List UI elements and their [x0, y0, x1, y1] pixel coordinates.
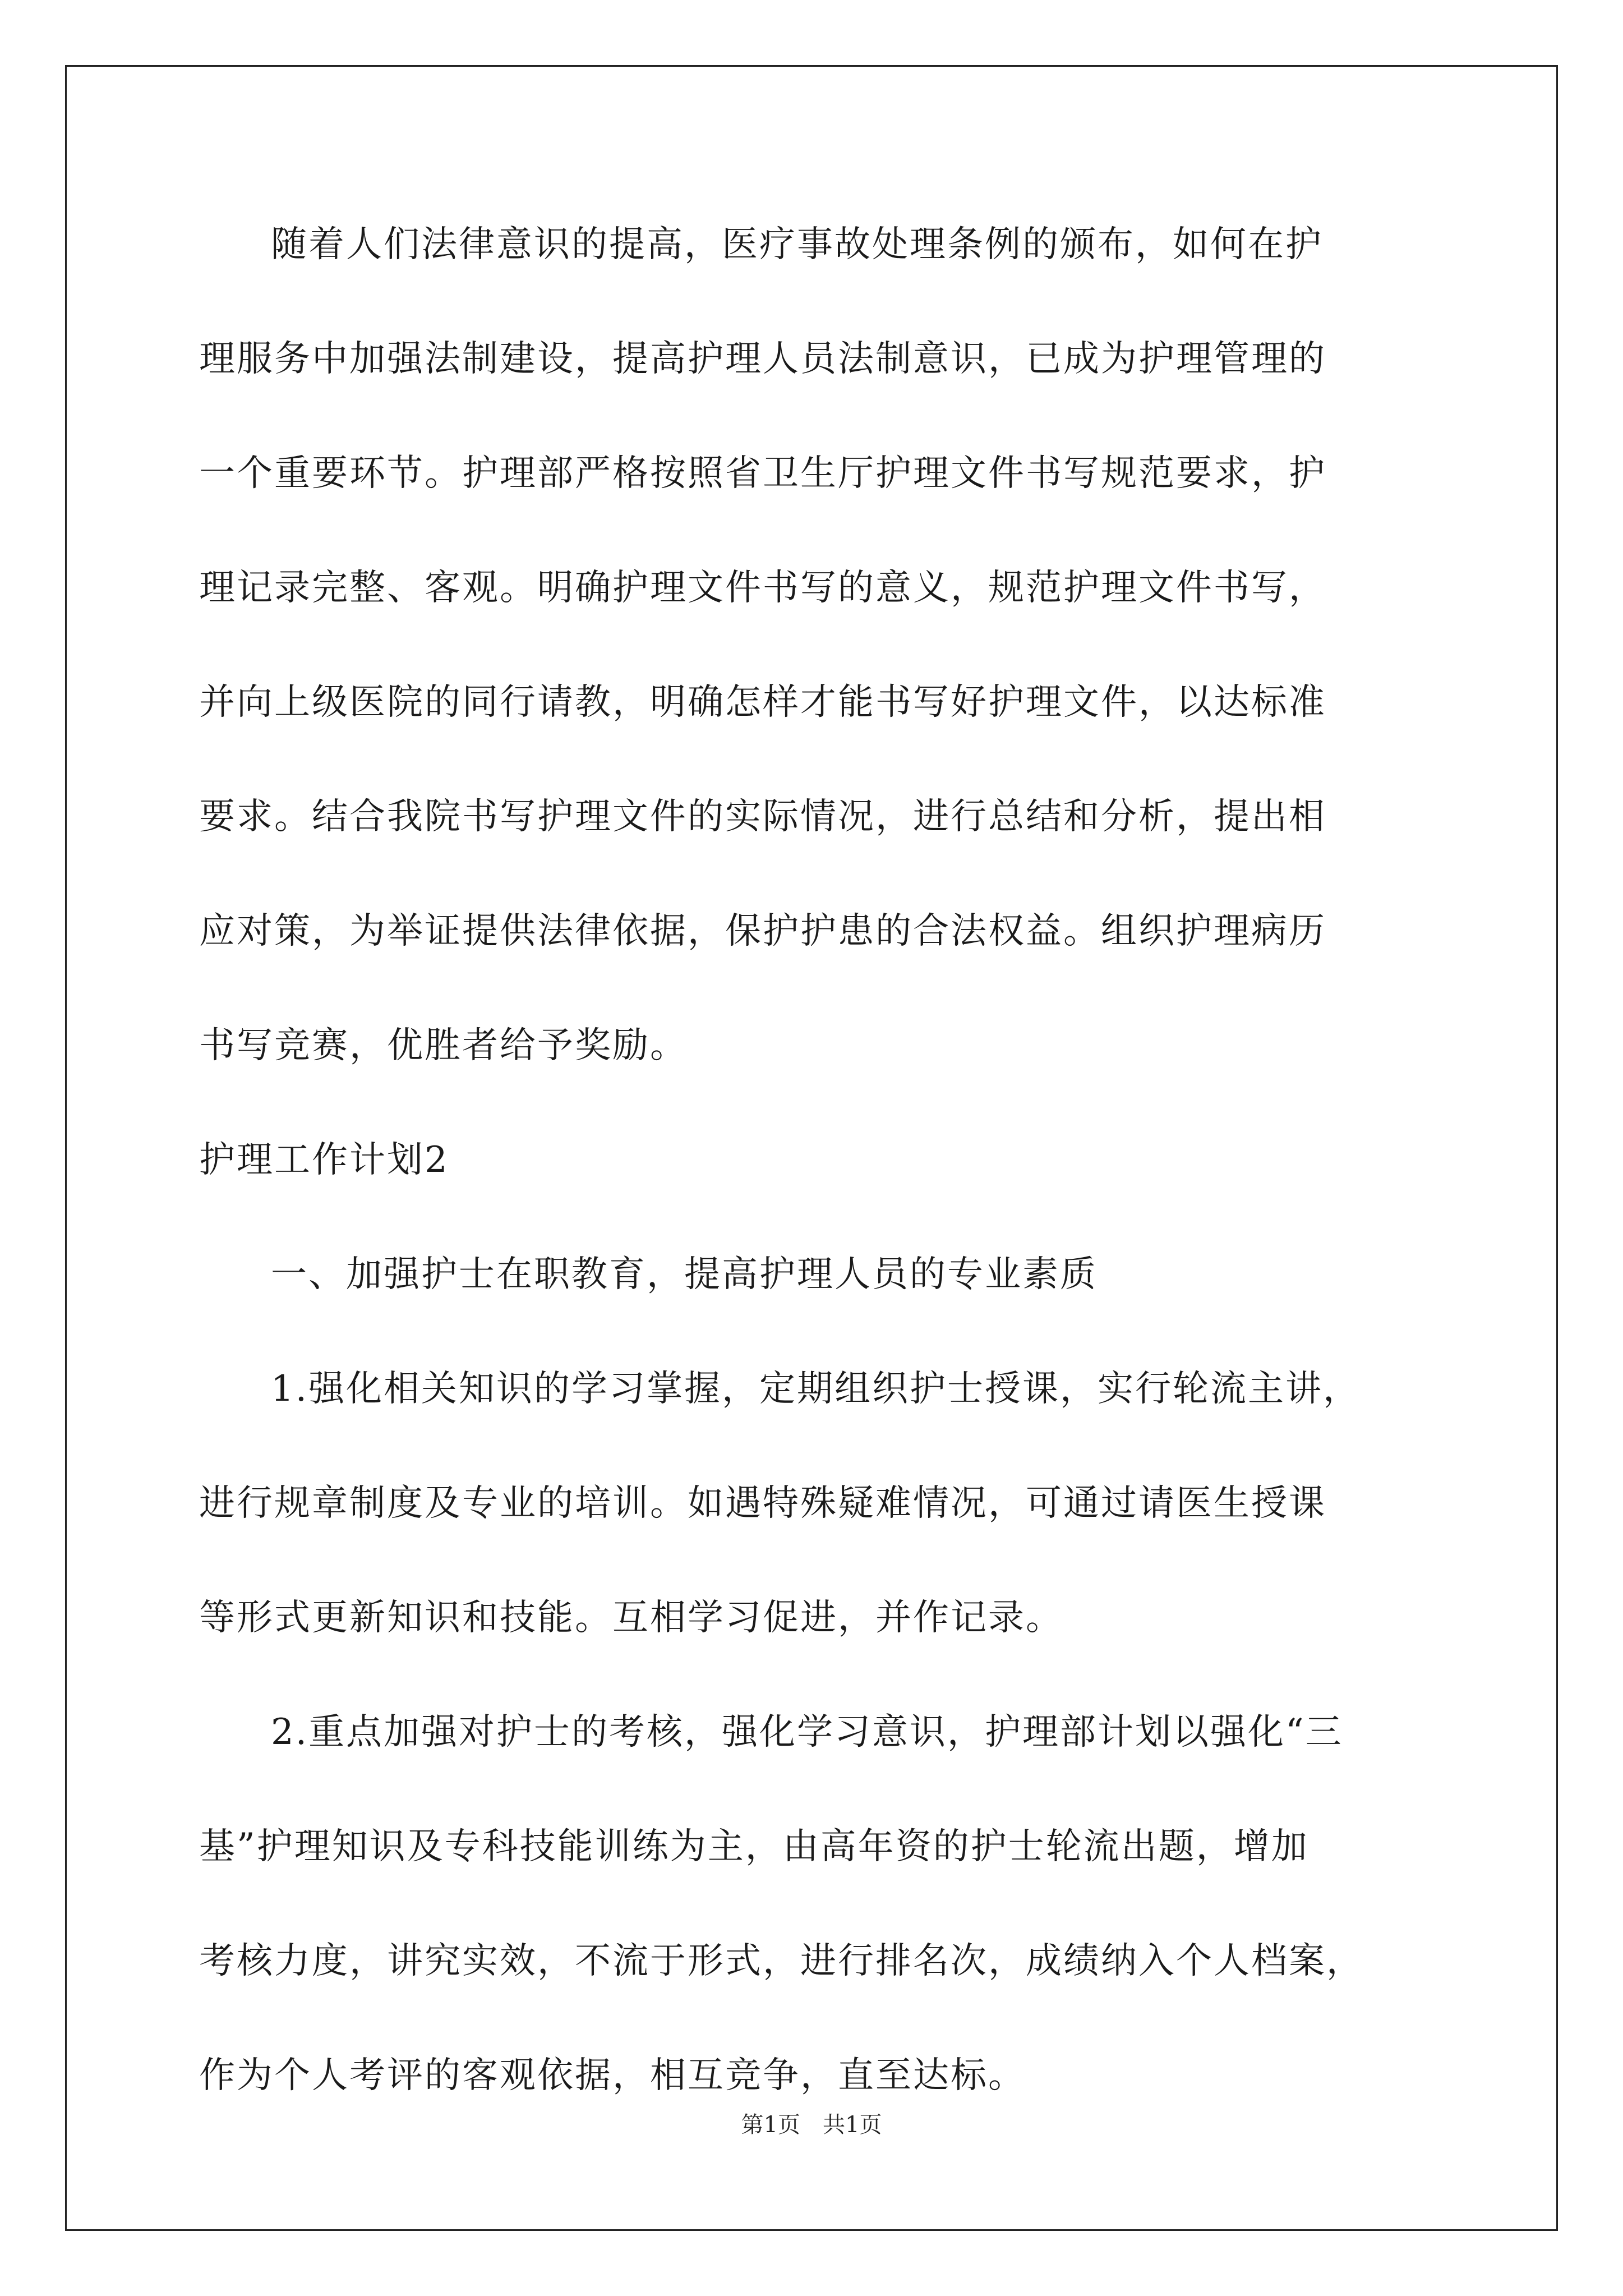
text-line: 理服务中加强法制建设，提高护理人员法制意识，已成为护理管理的: [199, 338, 1326, 380]
document-body: [199, 216, 1433, 2161]
text-line: 书写竞赛，优胜者给予奖励。: [199, 1025, 688, 1066]
text-line: 随着人们法律意识的提高，医疗事故处理条例的颁布，如何在护: [271, 224, 1323, 265]
text-line: 进行规章制度及专业的培训。如遇特殊疑难情况，可通过请医生授课: [199, 1483, 1326, 1524]
text-line: 理记录完整、客观。明确护理文件书写的意义，规范护理文件书写，: [199, 567, 1326, 609]
text-line: 2.重点加强对护士的考核，强化学习意识，护理部计划以强化“三: [271, 1711, 1343, 1753]
text-line: 作为个人考评的客观依据，相互竞争，直至达标。: [199, 2055, 1026, 2096]
section-heading: 护理工作计划2: [199, 1139, 449, 1181]
text-line: 要求。结合我院书写护理文件的实际情况，进行总结和分析，提出相: [199, 796, 1326, 838]
text-line: 基”护理知识及专科技能训练为主，由高年资的护士轮流出题，增加: [199, 1826, 1309, 1867]
text-line: 并向上级医院的同行请教，明确怎样才能书写好护理文件，以达标准: [199, 682, 1326, 723]
text-line: 应对策，为举证提供法律依据，保护护患的合法权益。组织护理病历: [199, 910, 1326, 952]
text-line: 一个重要环节。护理部严格按照省卫生厅护理文件书写规范要求，护: [199, 453, 1326, 494]
text-line: 考核力度，讲究实效，不流于形式，进行排名次，成绩纳入个人档案，: [199, 1940, 1364, 1982]
page-number-footer: 第1页 共1页: [741, 2112, 882, 2138]
subsection-heading: 一、加强护士在职教育，提高护理人员的专业素质: [271, 1254, 1098, 1295]
text-line: 1.强化相关知识的学习掌握，定期组织护士授课，实行轮流主讲，: [271, 1368, 1361, 1410]
text-line: 等形式更新知识和技能。互相学习促进，并作记录。: [199, 1597, 1063, 1639]
